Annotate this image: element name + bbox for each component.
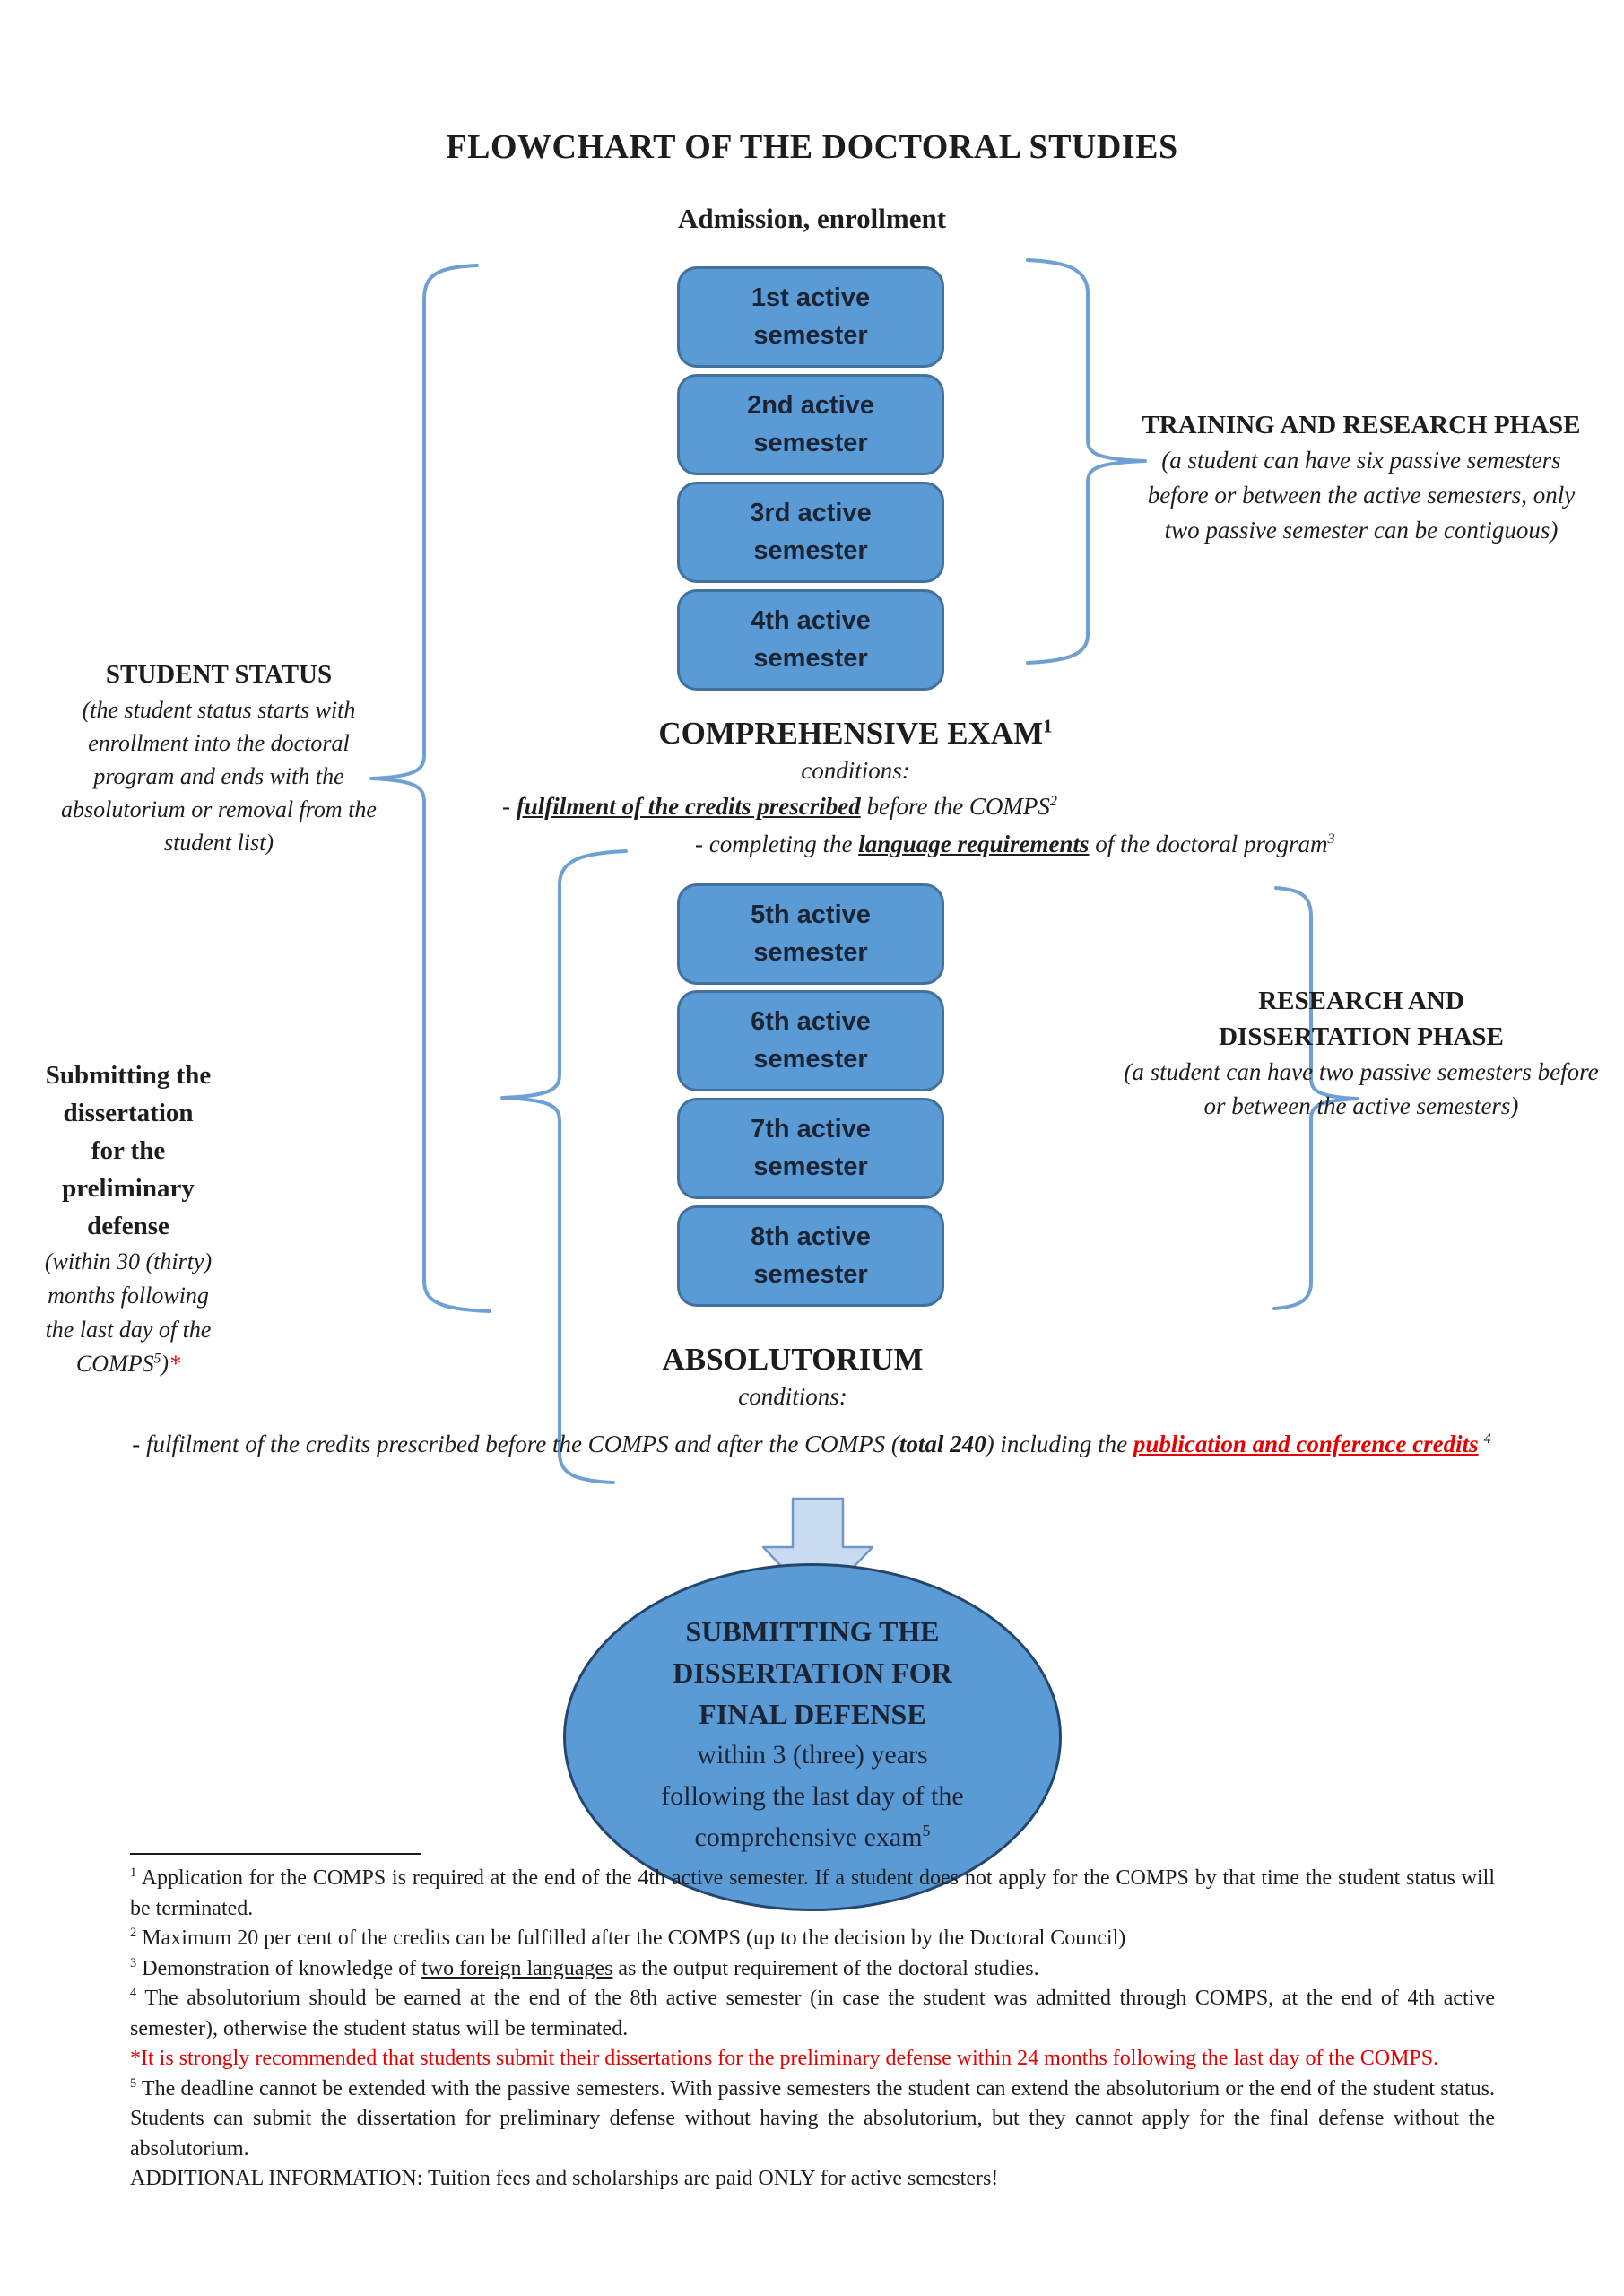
semester-box-2 xyxy=(677,374,944,475)
footnote-ref-5: 5 xyxy=(922,1822,931,1839)
comprehensive-exam-heading: COMPREHENSIVE EXAM$^1$ xyxy=(658,715,1053,751)
semester-box-label: semester xyxy=(753,536,868,565)
semester-box-3 xyxy=(677,482,944,583)
semester-box-5 xyxy=(677,883,944,985)
additional-information: ADDITIONAL INFORMATION: Tuition fees and scholarships are paid ONLY for active semesters! xyxy=(130,2167,999,2190)
semester-box-7 xyxy=(677,1098,944,1199)
publication-credits-highlight: publication and conference credits xyxy=(1133,1431,1479,1457)
final-defense-title-line: SUBMITTING THE xyxy=(685,1615,940,1648)
research-phase-note xyxy=(1119,983,1603,1123)
semester-box-label: 4th active xyxy=(751,606,871,635)
submitting-heading-line: preliminary xyxy=(62,1174,195,1203)
semester-box-8 xyxy=(677,1205,944,1307)
semester-box-label: 5th active xyxy=(751,900,871,929)
footnote-3: $^3$ Demonstration of knowledge of two foreign languages as the output requirement of the doctoral studies. xyxy=(130,1955,1039,1980)
research-phase-text: (a student can have two passive semesters before or between the active semesters) xyxy=(1124,1058,1599,1119)
comps-condition-1: - fulfilment of the credits prescribed before the COMPS$^2$ xyxy=(502,793,1058,820)
submitting-dissertation-note xyxy=(22,1057,235,1381)
absolutorium-heading: ABSOLUTORIUM xyxy=(662,1342,924,1377)
submitting-note-line: the last day of the xyxy=(45,1317,212,1343)
student-status-heading: STUDENT STATUS xyxy=(105,660,333,689)
semester-box-label: semester xyxy=(753,321,868,350)
semester-box-4 xyxy=(677,589,944,691)
footnote-ref-3: 3 xyxy=(1327,831,1335,847)
semester-box-label: semester xyxy=(753,938,868,967)
absolutorium-condition: - fulfilment of the credits prescribed before the COMPS and after the COMPS (total 240) including the publication and conference credits $^4$ xyxy=(132,1431,1491,1457)
research-phase-heading: DISSERTATION PHASE xyxy=(1219,1022,1504,1051)
semester-box-label: 1st active xyxy=(751,283,871,312)
comps-condition-2: - completing the language requirements of the doctoral program$^3$ xyxy=(695,831,1335,857)
submitting-heading-line: Submitting the xyxy=(45,1061,212,1090)
student-status-text: (the student status starts with enrollment into the doctoral program and ends with the absolutorium or removal from the student list) xyxy=(61,697,377,856)
semester-box-label: 8th active xyxy=(751,1222,871,1251)
footnote-1: $^1$ Application for the COMPS is required at the end of the 4th active semester. If a student does not apply for the COMPS by that time the student status will be terminated. xyxy=(130,1866,1495,1920)
submitting-note-line: months following xyxy=(48,1283,209,1309)
admission-enrollment-label: Admission, enrollment xyxy=(677,203,947,234)
semester-box-label: semester xyxy=(753,429,868,457)
footnotes xyxy=(130,1864,1495,2195)
footnote-ref-5: 5 xyxy=(153,1351,161,1367)
comps-conditions-label: conditions: xyxy=(801,757,910,784)
semester-box-label: semester xyxy=(753,1260,868,1289)
footnote-ref-2: 2 xyxy=(1049,793,1058,809)
footnote-ref-1: 1 xyxy=(1043,715,1053,737)
semester-box-6 xyxy=(677,990,944,1091)
semester-box-label: semester xyxy=(753,1152,868,1181)
final-defense-text-line: comprehensive exam$^5$ xyxy=(694,1822,931,1852)
semester-box-label: 7th active xyxy=(751,1115,871,1144)
submitting-note-line: COMPS$^5$)* xyxy=(75,1351,181,1377)
final-defense-title-line: FINAL DEFENSE xyxy=(699,1698,926,1730)
semester-box-label: semester xyxy=(753,644,868,673)
semester-box-label: 6th active xyxy=(751,1007,871,1036)
semester-box-label: 3rd active xyxy=(750,499,872,527)
semester-box-label: semester xyxy=(753,1045,868,1074)
training-phase-heading: TRAINING AND RESEARCH PHASE xyxy=(1142,411,1581,439)
submitting-heading-line: defense xyxy=(87,1212,169,1240)
red-asterisk: * xyxy=(169,1351,181,1377)
footnote-2: $^2$ Maximum 20 per cent of the credits can be fulfilled after the COMPS (up to the decision by the Doctoral Council) xyxy=(130,1926,1126,1950)
footnote-warning: *It is strongly recommended that students submit their dissertations for the preliminary defense within 24 months following the last day of the COMPS. xyxy=(130,2047,1439,2070)
final-defense-text-line: within 3 (three) years xyxy=(697,1740,928,1770)
right-brace-training-phase xyxy=(1028,260,1145,663)
final-defense-title-line: DISSERTATION FOR xyxy=(673,1657,952,1689)
training-phase-text: (a student can have six passive semesters before or between the active semesters, only two passive semester can be contiguous) xyxy=(1147,447,1576,544)
semester-box-label: 2nd active xyxy=(747,391,874,420)
page-title: FLOWCHART OF THE DOCTORAL STUDIES xyxy=(446,128,1178,166)
left-brace-student-status xyxy=(371,265,490,1311)
research-phase-heading: RESEARCH AND xyxy=(1258,987,1464,1015)
footnote-separator xyxy=(130,1853,421,1855)
submitting-heading-line: for the xyxy=(91,1136,166,1165)
final-defense-ellipse xyxy=(563,1563,1062,1911)
footnote-4: $^4$ The absolutorium should be earned at the end of the 8th active semester (in case the student was admitted through COMPS, at the end of 4th active semester), otherwise the student status will be terminated. xyxy=(130,1986,1495,2040)
footnote-ref-4: 4 xyxy=(1483,1431,1491,1447)
training-phase-note xyxy=(1132,408,1591,548)
final-defense-text-line: following the last day of the xyxy=(661,1781,964,1811)
footnote-5: $^5$ The deadline cannot be extended with the passive semesters. With passive semesters the student can extend the absolutorium or the end of the student status. Students can submit the dissertation for preliminary defense without having the absolutorium, but they cannot apply for the final defense without the absolutorium. xyxy=(130,2075,1495,2161)
submitting-note-line: (within 30 (thirty) xyxy=(44,1248,213,1274)
absolutorium-conditions-label: conditions: xyxy=(738,1383,847,1410)
absolutorium-section xyxy=(407,1342,1178,1411)
comprehensive-exam-section xyxy=(470,716,1241,785)
student-status-note xyxy=(49,660,388,859)
submitting-heading-line: dissertation xyxy=(63,1099,194,1127)
semester-box-1 xyxy=(677,266,944,368)
